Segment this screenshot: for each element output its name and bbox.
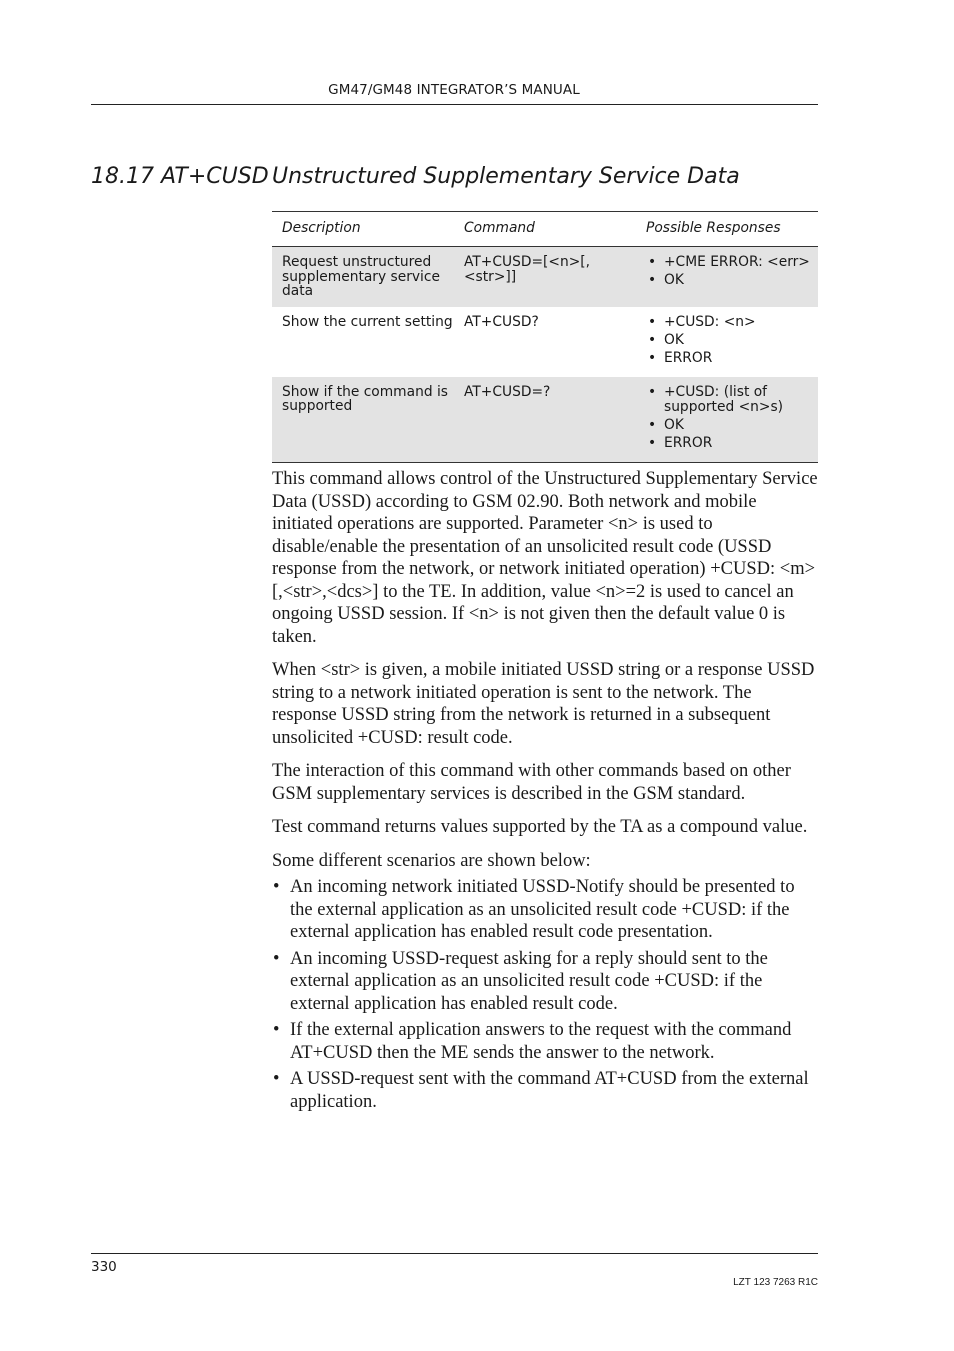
command-table (272, 211, 818, 463)
response-item: • OK (646, 418, 818, 433)
body-paragraph: This command allows control of the Unstructured Supplementary Service Data (USSD) according to GSM 02.90. Both network and mobile initiated operations are supported. Parameter <n> is used to disable/enable the presentation of an unsolicited result code (USSD response from the network, or network initiated operation) +CUSD: <m>[,<str>,<dcs>] to the TE. In addition, value <n>=2 is used to cancel an ongoing USSD session. If <n> is not given then the default value 0 is taken. (272, 469, 818, 647)
body-paragraph: Test command returns values supported by the TA as a compound value. (272, 817, 808, 837)
document-code: LZT 123 7263 R1C (733, 1277, 818, 1288)
row-description: Show if the command is supported (272, 377, 454, 463)
body-paragraph: The interaction of this command with other commands based on other GSM supplementary services is described in the GSM standard. (272, 761, 791, 804)
row-responses (636, 307, 818, 377)
body-paragraph: When <str> is given, a mobile initiated USSD string or a response USSD string to a network initiated operation is sent to the network. The response USSD string from the network is returned in a subsequent unsolicited +CUSD: result code. (272, 660, 815, 748)
table-row (272, 377, 818, 463)
section-title: Unstructured Supplementary Service Data (272, 164, 740, 189)
row-responses (636, 377, 818, 463)
response-item: • OK (646, 273, 818, 288)
response-item: • ERROR (646, 436, 818, 451)
response-item: • OK (646, 333, 818, 348)
list-item: • A USSD-request sent with the command AT+CUSD from the external application. (272, 1068, 820, 1113)
column-header-responses: Possible Responses (636, 212, 818, 247)
section-heading (91, 164, 740, 189)
table-header-row (272, 212, 818, 247)
scenario-list (272, 876, 820, 1113)
response-item: • ERROR (646, 351, 818, 366)
table-row (272, 307, 818, 377)
list-item: • If the external application answers to the request with the command AT+CUSD then the ME sends the answer to the network. (272, 1019, 820, 1064)
page-number: 330 (91, 1259, 117, 1275)
list-item: • An incoming network initiated USSD-Notify should be presented to the external application as an unsolicited result code +CUSD: if the external application has enabled result code presentation. (272, 876, 820, 944)
row-description: Request unstructured supplementary service data (272, 247, 454, 307)
row-description: Show the current setting (282, 313, 453, 330)
row-command: AT+CUSD=[<n>[,<str>]] (454, 247, 636, 307)
column-header-command: Command (454, 212, 636, 247)
list-item: • An incoming USSD-request asking for a reply should sent to the external application as an unsolicited result code +CUSD: if the external application has enabled result code. (272, 948, 820, 1016)
footer-divider (91, 1253, 818, 1254)
header-divider (91, 104, 818, 105)
row-responses (636, 247, 818, 307)
response-item: • +CUSD: <n> (646, 315, 818, 330)
body-paragraph: Some different scenarios are shown below: (272, 850, 591, 871)
response-item: • +CME ERROR: <err> (646, 255, 818, 270)
response-item: • +CUSD: (list of supported <n>s) (646, 385, 818, 415)
section-number: 18.17 AT+CUSD (91, 164, 269, 189)
row-command: AT+CUSD=? (454, 377, 636, 463)
column-header-description: Description (272, 212, 454, 247)
table-row (272, 247, 818, 307)
body-text (272, 468, 820, 1117)
running-header: GM47/GM48 INTEGRATOR’S MANUAL (328, 82, 580, 98)
row-command: AT+CUSD? (464, 313, 539, 330)
